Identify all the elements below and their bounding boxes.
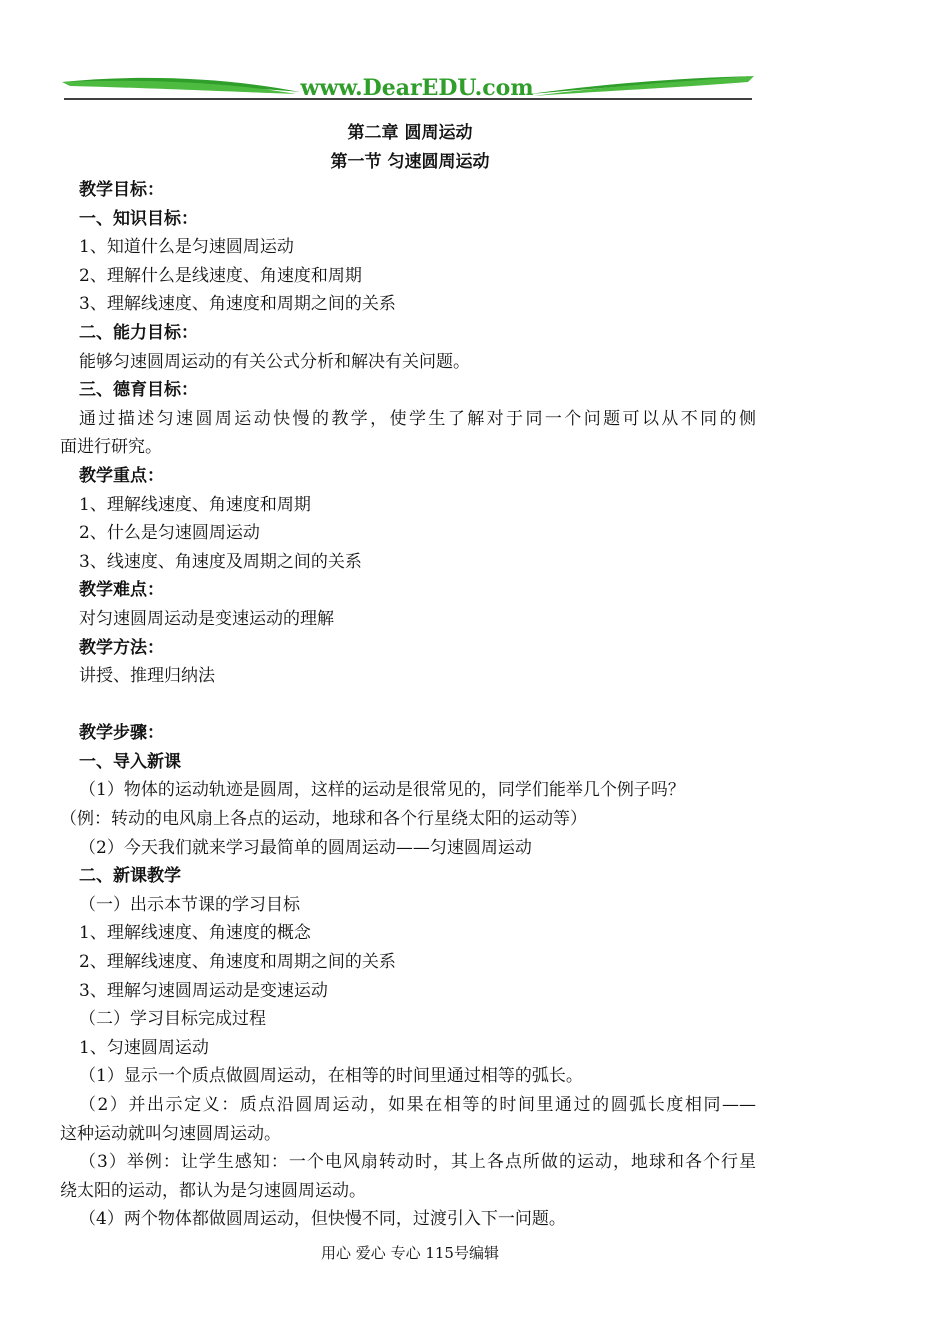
section-heading: 一、知识目标：: [79, 208, 198, 229]
text-line: 1、理解线速度、角速度和周期: [79, 494, 311, 515]
text-line: 讲授、推理归纳法: [79, 666, 215, 687]
text-line: 能够匀速圆周运动的有关公式分析和解决有关问题。: [79, 351, 470, 372]
text-line: 面进行研究。: [60, 437, 162, 458]
site-banner: [60, 68, 756, 104]
text-line: （2）并出示定义：质点沿圆周运动，如果在相等的时间里通过的圆弧长度相同——: [79, 1095, 756, 1115]
text-line: （1）显示一个质点做圆周运动，在相等的时间里通过相等的弧长。: [79, 1066, 583, 1087]
text-line: 1、理解线速度、角速度的概念: [79, 923, 311, 944]
section-heading: 教学重点：: [79, 465, 164, 486]
page-footer: 用心 爱心 专心 115号编辑: [321, 1244, 499, 1262]
text-line: 2、理解什么是线速度、角速度和周期: [79, 265, 362, 286]
blank-line: [60, 691, 756, 720]
text-line: 1、匀速圆周运动: [79, 1037, 209, 1058]
section-heading: 教学步骤：: [79, 723, 164, 744]
text-line: （二）学习目标完成过程: [79, 1009, 266, 1030]
text-line: （1）物体的运动轨迹是圆周，这样的运动是很常见的，同学们能举几个例子吗？: [79, 780, 685, 801]
right-swoosh-inner-icon: [534, 76, 754, 96]
text-line: 通过描述匀速圆周运动快慢的教学，使学生了解对于同一个问题可以从不同的侧: [79, 408, 756, 429]
text-line: 2、理解线速度、角速度和周期之间的关系: [79, 952, 396, 973]
text-line: 2、什么是匀速圆周运动: [79, 523, 260, 544]
section-heading: 二、能力目标：: [79, 322, 198, 343]
section-heading: 二、新课教学: [79, 866, 181, 887]
text-line: 这种运动就叫匀速圆周运动。: [60, 1123, 281, 1144]
text-line: （一）出示本节课的学习目标: [79, 894, 300, 915]
site-logo-text: www.DearEDU.com: [300, 75, 534, 101]
text-line: 1、知道什么是匀速圆周运动: [79, 237, 294, 258]
text-line: （4）两个物体都做圆周运动，但快慢不同，过渡引入下一问题。: [79, 1209, 566, 1230]
chapter-title: 第二章 圆周运动: [347, 123, 473, 143]
document-body: [60, 176, 756, 1234]
banner-graphic: [60, 68, 756, 104]
section-heading: 一、导入新课: [79, 751, 181, 772]
section-heading: 教学目标：: [79, 180, 164, 200]
text-line: （例：转动的电风扇上各点的运动，地球和各个行星绕太阳的运动等）: [60, 809, 587, 830]
text-line: 3、线速度、角速度及周期之间的关系: [79, 551, 362, 572]
section-title: 第一节 匀速圆周运动: [330, 152, 490, 172]
section-heading: 教学方法：: [79, 637, 164, 658]
text-line: （2）今天我们就来学习最简单的圆周运动——匀速圆周运动: [79, 837, 532, 858]
text-line: 对匀速圆周运动是变速运动的理解: [79, 608, 334, 629]
text-line: （3）举例：让学生感知：一个电风扇转动时，其上各点所做的运动，地球和各个行星: [79, 1152, 756, 1173]
section-heading: 三、德育目标：: [79, 380, 198, 401]
section-heading: 教学难点：: [79, 580, 164, 601]
text-line: 3、理解线速度、角速度和周期之间的关系: [79, 294, 396, 315]
text-line: 绕太阳的运动，都认为是匀速圆周运动。: [60, 1180, 366, 1201]
text-line: 3、理解匀速圆周运动是变速运动: [79, 980, 328, 1001]
